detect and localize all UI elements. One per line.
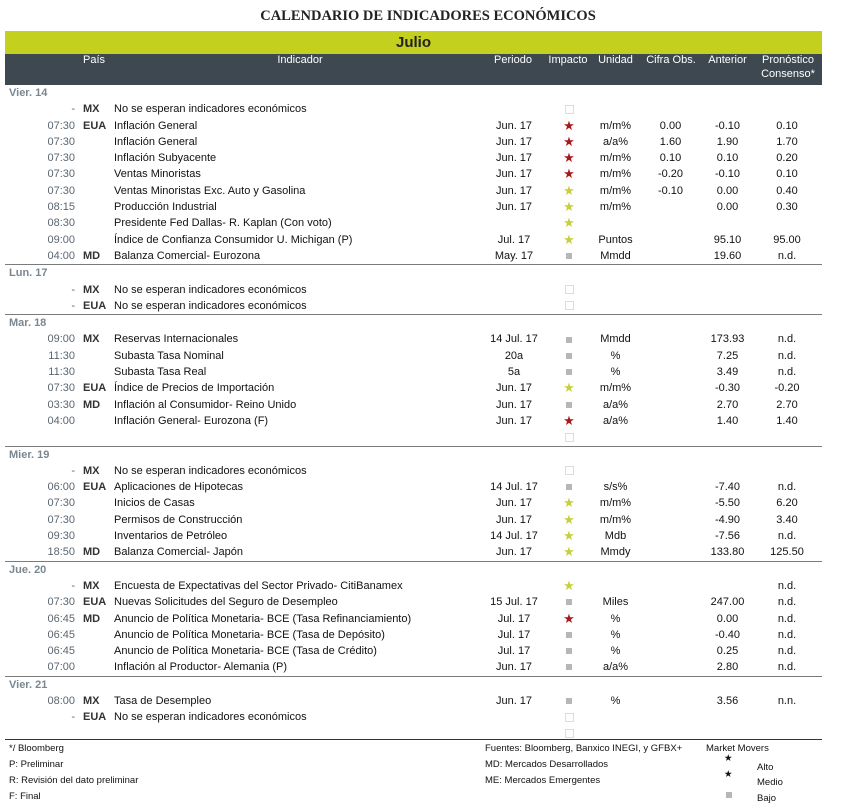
table-row	[5, 298, 822, 314]
impact-none-icon	[556, 282, 582, 298]
table-row	[5, 611, 822, 627]
table-row	[5, 199, 822, 215]
time-cell: 08:30	[47, 217, 75, 230]
header-anterior: Anterior	[708, 54, 747, 66]
indicator-cell: Inflación General	[114, 119, 198, 132]
period-cell: Jul. 17	[497, 645, 531, 658]
time-cell: -	[71, 579, 75, 592]
country-cell: EUA	[83, 119, 107, 132]
impact-medio-icon: ★	[563, 231, 575, 247]
previous-cell: -0.10	[714, 168, 741, 181]
previous-cell: 0.00	[716, 184, 739, 197]
day-header	[5, 264, 822, 281]
impact-medio-icon: ★	[563, 182, 575, 198]
impact-bajo-icon	[556, 364, 582, 380]
time-cell: 09:30	[47, 530, 75, 543]
footer	[5, 739, 822, 810]
unit-cell: a/a%	[602, 135, 629, 148]
time-cell: 09:00	[47, 333, 75, 346]
observed-cell: 1.60	[659, 135, 682, 148]
country-cell: MX	[83, 694, 100, 707]
indicator-cell: Nuevas Solicitudes del Seguro de Desempleo	[114, 596, 338, 609]
previous-cell: 2.80	[716, 661, 739, 674]
country-cell: MD	[83, 612, 101, 625]
period-cell: Jul. 17	[497, 233, 531, 246]
previous-cell: 1.90	[716, 135, 739, 148]
indicator-cell: Producción Industrial	[114, 201, 217, 214]
table-row	[5, 479, 822, 495]
previous-cell: -4.90	[714, 513, 741, 526]
table-row	[5, 709, 822, 725]
country-cell: EUA	[83, 596, 107, 609]
impact-alto-icon: ★	[563, 117, 575, 133]
day-label: Vier. 21	[9, 678, 48, 691]
indicator-cell: Inflación General- Eurozona (F)	[114, 414, 269, 427]
impact-medio-icon: ★	[563, 511, 575, 527]
time-cell: 07:30	[47, 497, 75, 510]
unit-cell: Mdb	[604, 530, 627, 543]
legend-alto-label: Alto	[757, 762, 774, 773]
previous-cell: 0.00	[716, 612, 739, 625]
indicator-cell: Inflación Subyacente	[114, 152, 217, 165]
period-cell: Jun. 17	[495, 513, 533, 526]
unit-cell: %	[610, 612, 621, 625]
time-cell: 07:30	[47, 382, 75, 395]
table-row	[5, 627, 822, 643]
indicator-cell: Presidente Fed Dallas- R. Kaplan (Con voto)	[114, 217, 332, 230]
time-cell: 07:30	[47, 135, 75, 148]
previous-cell: 133.80	[710, 546, 745, 559]
previous-cell: -0.30	[714, 382, 741, 395]
previous-cell: 3.49	[716, 366, 739, 379]
indicator-cell: No se esperan indicadores económicos	[114, 103, 307, 116]
table-row	[5, 150, 822, 166]
forecast-cell: n.d.	[777, 530, 797, 543]
table-row	[5, 331, 822, 347]
observed-cell: -0.20	[657, 168, 684, 181]
forecast-cell: n.d.	[777, 645, 797, 658]
unit-cell: %	[610, 694, 621, 707]
unit-cell: Mmdd	[600, 333, 631, 346]
period-cell: Jul. 17	[497, 628, 531, 641]
unit-cell: m/m%	[599, 184, 632, 197]
time-cell: -	[71, 283, 75, 296]
country-cell: MX	[83, 333, 100, 346]
calendar-table	[5, 85, 822, 742]
forecast-cell: 95.00	[773, 233, 801, 246]
unit-cell: a/a%	[602, 398, 629, 411]
time-cell: -	[71, 464, 75, 477]
previous-cell: 19.60	[713, 249, 742, 262]
time-cell: 03:30	[47, 398, 75, 411]
period-cell: 20a	[504, 349, 524, 362]
time-cell: 07:30	[47, 596, 75, 609]
impact-medio-icon: ★	[563, 544, 575, 560]
time-cell: 04:00	[47, 414, 75, 427]
impact-alto-icon: ★	[563, 412, 575, 428]
impact-medio-icon: ★	[563, 528, 575, 544]
header-indicador: Indicador	[277, 54, 323, 66]
time-cell: 08:15	[47, 201, 75, 214]
period-cell: 14 Jul. 17	[490, 333, 538, 346]
time-cell: -	[71, 103, 75, 116]
period-cell: Jun. 17	[495, 497, 533, 510]
header-unidad: Unidad	[598, 54, 633, 66]
period-cell: 14 Jul. 17	[490, 481, 538, 494]
observed-cell: 0.00	[659, 119, 682, 132]
indicator-cell: Permisos de Construcción	[114, 513, 243, 526]
table-row	[5, 495, 822, 511]
table-row	[5, 397, 822, 413]
impact-bajo-icon	[556, 248, 582, 264]
unit-cell: %	[610, 349, 621, 362]
header-consenso: Consenso*	[761, 68, 815, 80]
country-cell: EUA	[83, 382, 107, 395]
country-cell: MD	[83, 398, 101, 411]
header-periodo: Periodo	[494, 54, 532, 66]
day-header	[5, 446, 822, 463]
observed-cell: 0.10	[659, 152, 682, 165]
forecast-cell: n.d.	[777, 612, 797, 625]
time-cell: 09:00	[47, 233, 75, 246]
impact-medio-icon: ★	[563, 380, 575, 396]
table-row	[5, 463, 822, 479]
forecast-cell: n.d.	[777, 661, 797, 674]
time-cell: 07:00	[47, 661, 75, 674]
impact-bajo-icon	[556, 397, 582, 413]
time-cell: 07:30	[47, 119, 75, 132]
unit-cell: m/m%	[599, 152, 632, 165]
previous-cell: 247.00	[710, 596, 745, 609]
previous-cell: 173.93	[710, 333, 745, 346]
forecast-cell: n.d.	[777, 579, 797, 592]
unit-cell: m/m%	[599, 513, 632, 526]
impact-none-icon	[556, 298, 582, 314]
forecast-cell: 1.40	[776, 414, 798, 427]
table-row	[5, 166, 822, 182]
period-cell: Jun. 17	[495, 661, 533, 674]
period-cell: Jun. 17	[495, 382, 533, 395]
table-row	[5, 232, 822, 248]
period-cell: Jun. 17	[495, 119, 533, 132]
previous-cell: 0.00	[716, 201, 739, 214]
indicator-cell: Inflación General	[114, 135, 198, 148]
forecast-cell: n.d.	[777, 349, 797, 362]
country-cell: MX	[83, 283, 100, 296]
unit-cell: %	[610, 645, 621, 658]
forecast-cell: 0.30	[776, 201, 798, 214]
impact-alto-icon: ★	[563, 150, 575, 166]
forecast-cell: -0.20	[774, 382, 800, 395]
day-header	[5, 561, 822, 578]
period-cell: Jun. 17	[495, 135, 533, 148]
unit-cell: a/a%	[602, 661, 629, 674]
table-row	[5, 528, 822, 544]
time-cell: 07:30	[47, 168, 75, 181]
previous-cell: -0.40	[714, 628, 741, 641]
country-cell: MD	[83, 249, 101, 262]
indicator-cell: Índice de Confianza Consumidor U. Michigan (P)	[114, 233, 353, 246]
time-cell: 07:30	[47, 184, 75, 197]
legend-medio-star-icon: ★	[724, 769, 733, 780]
forecast-cell: 0.10	[776, 168, 798, 181]
time-cell: 07:30	[47, 152, 75, 165]
header-pronostico: Pronóstico	[762, 54, 814, 66]
footnote-fuentes: Fuentes: Bloomberg, Banxico INEGI, y GFBX+	[485, 743, 683, 754]
previous-cell: -0.10	[714, 119, 741, 132]
period-cell: Jun. 17	[495, 546, 533, 559]
table-row	[5, 364, 822, 380]
table-row	[5, 380, 822, 396]
forecast-cell: 2.70	[776, 398, 798, 411]
country-cell: MX	[83, 464, 100, 477]
impact-bajo-icon	[556, 643, 582, 659]
country-cell: EUA	[83, 481, 107, 494]
forecast-cell: 1.70	[776, 135, 798, 148]
indicator-cell: Reservas Internacionales	[114, 333, 239, 346]
time-cell: 04:00	[47, 249, 75, 262]
time-cell: -	[71, 299, 75, 312]
table-row	[5, 101, 822, 117]
indicator-cell: Balanza Comercial- Eurozona	[114, 249, 261, 262]
time-cell: 06:45	[47, 645, 75, 658]
unit-cell: %	[610, 628, 621, 641]
period-cell: 5a	[507, 366, 521, 379]
unit-cell: Puntos	[598, 233, 633, 246]
legend-bajo-label: Bajo	[757, 793, 777, 804]
table-row	[5, 413, 822, 429]
time-cell: 11:30	[48, 349, 75, 362]
indicator-cell: No se esperan indicadores económicos	[114, 283, 307, 296]
table-row	[5, 429, 822, 445]
table-row	[5, 512, 822, 528]
impact-alto-icon: ★	[563, 133, 575, 149]
forecast-cell: n.d.	[777, 481, 797, 494]
unit-cell: a/a%	[602, 414, 629, 427]
header-cifra: Cifra Obs.	[646, 54, 696, 66]
table-row	[5, 659, 822, 675]
indicator-cell: Balanza Comercial- Japón	[114, 546, 244, 559]
forecast-cell: n.d.	[777, 366, 797, 379]
legend-alto-star-icon: ★	[724, 753, 733, 764]
indicator-cell: Aplicaciones de Hipotecas	[114, 481, 244, 494]
header-pais: País	[83, 54, 106, 66]
unit-cell: s/s%	[603, 481, 628, 494]
footnote-final: F: Final	[9, 791, 41, 802]
day-header	[5, 314, 822, 331]
indicator-cell: Inflación al Productor- Alemania (P)	[114, 661, 288, 674]
indicator-cell: No se esperan indicadores económicos	[114, 711, 307, 724]
day-label: Mier. 19	[9, 448, 50, 461]
impact-medio-icon: ★	[563, 199, 575, 215]
table-row	[5, 594, 822, 610]
previous-cell: 3.56	[716, 694, 739, 707]
impact-bajo-icon	[556, 594, 582, 610]
time-cell: -	[71, 711, 75, 724]
unit-cell: Mmdd	[600, 249, 631, 262]
period-cell: May. 17	[494, 249, 534, 262]
impact-medio-icon: ★	[563, 215, 575, 231]
forecast-cell: n.d.	[777, 596, 797, 609]
forecast-cell: n.n.	[777, 694, 797, 707]
footnote-me: ME: Mercados Emergentes	[485, 775, 601, 786]
table-row	[5, 183, 822, 199]
indicator-cell: Anuncio de Política Monetaria- BCE (Tasa Refinanciamiento)	[114, 612, 412, 625]
previous-cell: 2.70	[716, 398, 739, 411]
table-row	[5, 282, 822, 298]
previous-cell: 95.10	[713, 233, 742, 246]
impact-bajo-icon	[556, 479, 582, 495]
indicator-cell: Inflación al Consumidor- Reino Unido	[114, 398, 297, 411]
period-cell: Jun. 17	[495, 201, 533, 214]
impact-medio-icon: ★	[563, 495, 575, 511]
day-label: Vier. 14	[9, 87, 48, 99]
previous-cell: 0.25	[716, 645, 739, 658]
impact-medio-icon: ★	[563, 577, 575, 593]
indicator-cell: Subasta Tasa Nominal	[114, 349, 224, 362]
table-row	[5, 693, 822, 709]
time-cell: 07:30	[47, 513, 75, 526]
impact-alto-icon: ★	[563, 610, 575, 626]
unit-cell: m/m%	[599, 201, 632, 214]
header-impacto: Impacto	[548, 54, 588, 66]
unit-cell: %	[610, 366, 621, 379]
impact-bajo-icon	[556, 693, 582, 709]
forecast-cell: 0.20	[776, 152, 798, 165]
day-label: Mar. 18	[9, 317, 47, 330]
unit-cell: Miles	[602, 596, 629, 609]
country-cell: MX	[83, 579, 100, 592]
period-cell: Jun. 17	[495, 398, 533, 411]
country-cell: MX	[83, 103, 100, 116]
observed-cell: -0.10	[657, 184, 684, 197]
legend-bajo-square-icon	[726, 790, 732, 801]
unit-cell: m/m%	[599, 497, 632, 510]
forecast-cell: 0.40	[776, 184, 798, 197]
impact-none-icon	[556, 709, 582, 725]
period-cell: Jun. 17	[495, 184, 533, 197]
footnote-preliminar: P: Preliminar	[9, 759, 64, 770]
indicator-cell: Anuncio de Política Monetaria- BCE (Tasa de Depósito)	[114, 628, 385, 641]
footnote-revision: R: Revisión del dato preliminar	[9, 775, 139, 786]
unit-cell: Mmdy	[600, 546, 631, 559]
impact-none-icon	[556, 463, 582, 479]
table-row	[5, 544, 822, 560]
unit-cell: m/m%	[599, 382, 632, 395]
table-row	[5, 248, 822, 264]
indicator-cell: Anuncio de Política Monetaria- BCE (Tasa de Crédito)	[114, 645, 377, 658]
forecast-cell: 6.20	[776, 497, 798, 510]
page-title: CALENDARIO DE INDICADORES ECONÓMICOS	[260, 8, 596, 24]
indicator-cell: Tasa de Desempleo	[114, 694, 212, 707]
period-cell: Jun. 17	[495, 168, 533, 181]
time-cell: 18:50	[47, 546, 75, 559]
indicator-cell: No se esperan indicadores económicos	[114, 299, 307, 312]
forecast-cell: n.d.	[777, 628, 797, 641]
day-header	[5, 676, 822, 693]
impact-bajo-icon	[556, 659, 582, 675]
indicator-cell: Encuesta de Expectativas del Sector Privado- CitiBanamex	[114, 579, 403, 592]
day-label: Lun. 17	[9, 267, 48, 280]
table-row	[5, 578, 822, 594]
time-cell: 06:00	[47, 481, 75, 494]
impact-bajo-icon	[556, 331, 582, 347]
impact-none-icon	[556, 429, 582, 445]
table-row	[5, 643, 822, 659]
time-cell: 08:00	[47, 694, 75, 707]
table-row	[5, 215, 822, 231]
indicator-cell: Inventarios de Petróleo	[114, 530, 228, 543]
period-cell: Jun. 17	[495, 152, 533, 165]
forecast-cell: n.d.	[777, 333, 797, 346]
indicator-cell: Inicios de Casas	[114, 497, 195, 510]
impact-bajo-icon	[556, 627, 582, 643]
indicator-cell: No se esperan indicadores económicos	[114, 464, 307, 477]
month-banner: Julio	[5, 31, 822, 54]
forecast-cell: 0.10	[776, 119, 798, 132]
period-cell: Jun. 17	[495, 414, 533, 427]
unit-cell: m/m%	[599, 119, 632, 132]
time-cell: 06:45	[47, 628, 75, 641]
time-cell: 11:30	[48, 366, 75, 379]
impact-alto-icon: ★	[563, 166, 575, 182]
unit-cell: m/m%	[599, 168, 632, 181]
legend-title: Market Movers	[706, 743, 769, 754]
period-cell: 14 Jul. 17	[490, 530, 538, 543]
impact-none-icon	[556, 101, 582, 117]
period-cell: Jun. 17	[495, 694, 533, 707]
table-row	[5, 134, 822, 150]
previous-cell: -5.50	[714, 497, 741, 510]
country-cell: EUA	[83, 299, 107, 312]
previous-cell: 0.10	[716, 152, 739, 165]
previous-cell: 7.25	[716, 349, 739, 362]
day-header	[5, 85, 822, 101]
period-cell: Jul. 17	[497, 612, 531, 625]
impact-bajo-icon	[556, 348, 582, 364]
previous-cell: -7.56	[714, 530, 741, 543]
previous-cell: -7.40	[714, 481, 741, 494]
footnote-bloomberg: */ Bloomberg	[9, 743, 64, 754]
legend-medio-label: Medio	[757, 777, 783, 788]
forecast-cell: 125.50	[770, 546, 804, 559]
footnote-md: MD: Mercados Desarrollados	[485, 759, 609, 770]
indicator-cell: Índice de Precios de Importación	[114, 382, 275, 395]
indicator-cell: Ventas Minoristas Exc. Auto y Gasolina	[114, 184, 306, 197]
indicator-cell: Ventas Minoristas	[114, 168, 201, 181]
forecast-cell: 3.40	[776, 513, 798, 526]
period-cell: 15 Jul. 17	[490, 596, 538, 609]
previous-cell: 1.40	[716, 414, 739, 427]
country-cell: MD	[83, 546, 101, 559]
time-cell: 06:45	[47, 612, 75, 625]
table-header	[5, 54, 822, 85]
country-cell: EUA	[83, 711, 107, 724]
indicator-cell: Subasta Tasa Real	[114, 366, 207, 379]
forecast-cell: n.d.	[777, 249, 797, 262]
day-label: Jue. 20	[9, 563, 47, 576]
table-row	[5, 348, 822, 364]
table-row	[5, 118, 822, 134]
